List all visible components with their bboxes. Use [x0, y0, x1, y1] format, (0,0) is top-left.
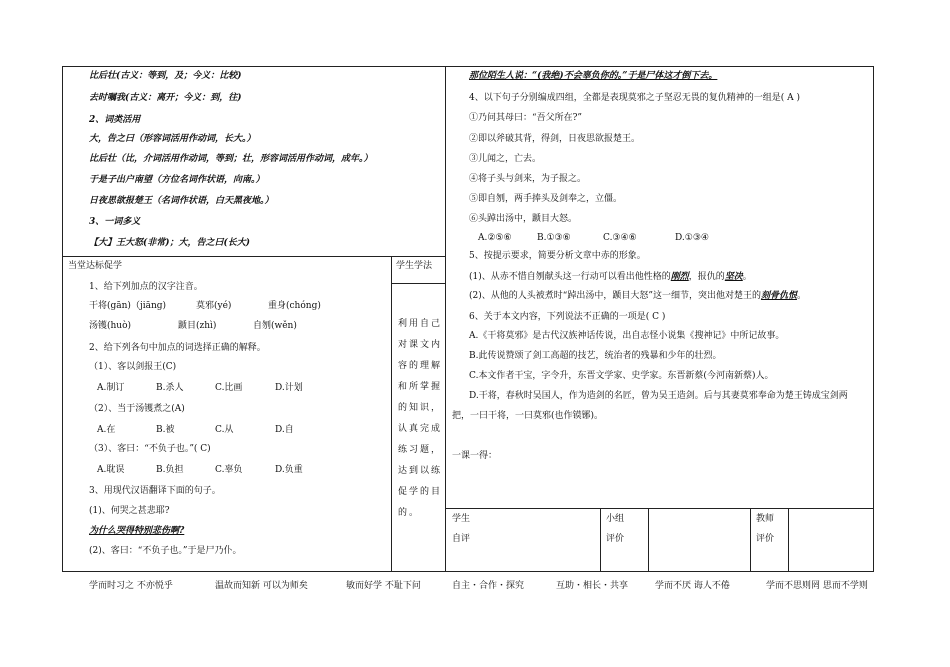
method-column-divider	[391, 256, 392, 572]
q4-opt: B.①③⑥	[537, 233, 571, 243]
frame-top	[62, 66, 874, 67]
q2-3: （3）、客曰：“不负子也。”( C)	[89, 444, 211, 454]
q5-2	[469, 290, 806, 302]
note-line-8: 3、一词多义	[89, 217, 141, 227]
q5-1-text-b: ，报仇的	[688, 272, 725, 282]
q6-option-c: C.本文作者干宝，字令升，东晋文学家、史学家。东晋新蔡(今河南新蔡)人。	[469, 371, 774, 381]
q4-item: ①乃问其母曰：“吾父所在?”	[469, 113, 583, 123]
note-line-2: 去时嘱我(古义：离开；今义：到，往)	[89, 93, 242, 103]
q3-title: 3、用现代汉语翻译下面的句子。	[89, 486, 221, 496]
q4-opt: C.③④⑥	[603, 233, 637, 243]
eval-sep-3	[750, 508, 751, 572]
q1-item: 自刎(wěn)	[253, 321, 297, 331]
footer-motto: 敏而好学 不耻下问	[346, 581, 421, 591]
q2-2-opt: B.被	[156, 425, 175, 435]
q2-3-opt: A.耽误	[97, 465, 125, 475]
eval-teacher-label-1: 教师	[756, 514, 775, 524]
eval-sep-1	[600, 508, 601, 572]
method-text: 利用自己对课文内容的理解和所掌握的知识，认真完成练习题，达到以练促学的目的。	[398, 319, 443, 518]
q6-option-d-line2: 把，一曰干将，一曰莫邪(也作镆铘)。	[452, 411, 604, 421]
q3-2: (2)、客曰：“不负子也。”于是尸乃仆。	[89, 546, 242, 556]
q5-1-text-a: (1)、从赤不惜自刎献头这一行动可以看出他性格的	[469, 272, 671, 282]
footer-motto: 学而时习之 不亦悦乎	[89, 581, 173, 591]
footer-motto: 互助・相长・共享	[556, 581, 629, 591]
q2-title: 2、给下列各句中加点的词选择正确的解释。	[89, 343, 266, 353]
eval-group-label-2: 评价	[606, 534, 625, 544]
eval-sep-4	[788, 508, 789, 572]
note-line-5: 比后壮（比，介词活用作动词，等到；壮，形容词活用作动词，成年。）	[89, 154, 373, 164]
q5-2-key: 刻骨仇恨	[760, 291, 797, 301]
q2-1-opt: B.杀人	[156, 383, 184, 393]
q2-2-opt: D.自	[275, 425, 294, 435]
q5-1-key-1: 刚烈	[670, 272, 689, 282]
footer-motto: 学而不厌 诲人不倦	[655, 581, 730, 591]
note-line-1: 比后壮(古义：等到，及；今义：比较)	[89, 71, 242, 81]
q2-3-opt: D.负重	[275, 465, 303, 475]
q2-1-opt: D.计划	[275, 383, 303, 393]
eval-student-label-1: 学生	[452, 514, 471, 524]
q3-1-answer: 为什么哭得特别悲伤啊?	[89, 526, 185, 536]
q1-item: 莫邪(yé)	[196, 301, 232, 311]
eval-top-line	[445, 508, 874, 509]
center-divider	[445, 66, 446, 572]
q4-item: ③儿闻之，亡去。	[469, 154, 542, 164]
q3-1: (1)、何哭之甚悲耶?	[89, 506, 170, 516]
practice-header: 当堂达标促学	[68, 261, 123, 271]
footer-motto: 学而不思则罔 思而不学则	[766, 581, 868, 591]
eval-student-label-2: 自评	[452, 534, 471, 544]
q2-2-opt: C.从	[215, 425, 234, 435]
q5-1-text-c: 。	[742, 272, 752, 282]
frame-right	[873, 66, 874, 572]
note-line-3: 2、词类活用	[89, 115, 141, 125]
q4-title: 4、以下句子分别编成四组，全都是表现莫邪之子坚忍无畏的复仇精神的一组是( A )	[469, 93, 800, 103]
q6-option-b: B.此传说赞颂了剑工高超的技艺，统治者的残暴和少年的壮烈。	[469, 351, 722, 361]
q5-1	[469, 271, 752, 283]
q5-title: 5、按提示要求，简要分析文章中赤的形象。	[469, 251, 646, 261]
q4-opt: A.②⑤⑥	[478, 233, 512, 243]
left-section-divider	[62, 256, 446, 257]
q1-title: 1、给下列加点的汉字注音。	[89, 282, 203, 292]
note-line-6: 于是子出户南望（方位名词作状语，向南。）	[89, 175, 265, 185]
q4-item: ②即以斧破其背，得剑，日夜思欲报楚王。	[469, 134, 641, 144]
frame-left	[62, 66, 63, 572]
q4-item: ⑥头踔出汤中，踬目大怒。	[469, 214, 578, 224]
q4-item: ④将子头与剑来，为子报之。	[469, 174, 587, 184]
top-answer: 那位陌生人说：“(我绝)不会辜负你的。”于是尸体这才倒下去。	[469, 71, 718, 81]
frame-bottom	[62, 571, 874, 572]
q2-1: （1）、客以剑报王(C)	[89, 362, 177, 372]
q5-2-text-a: (2)、从他的人头被煮时“踔出汤中，踬目大怒”这一细节，突出他对楚王的	[469, 291, 761, 301]
note-line-9: 【大】王大怒(非常)；大，告之曰(长大)	[89, 238, 251, 248]
q2-3-opt: C.辜负	[215, 465, 243, 475]
q2-2-opt: A.在	[97, 425, 116, 435]
q1-item: 干将(gān)（jiāng)	[89, 301, 167, 311]
q1-item: 汤镬(huò)	[89, 321, 132, 331]
q5-1-key-2: 坚决	[724, 272, 743, 282]
q1-item: 重身(chóng)	[268, 301, 321, 311]
q6-option-d-line1: D.干将，春秋时吴国人，作为造剑的名匠，曾为吴王造剑。后与其妻莫邪奉命为楚王铸成宝剑两	[469, 391, 848, 401]
q5-2-text-c: 。	[796, 291, 806, 301]
note-line-4: 大，告之曰（形容词活用作动词，长大。）	[89, 134, 256, 144]
note-line-7: 日夜思欲报楚王（名词作状语，白天黑夜地。）	[89, 196, 274, 206]
q2-2: （2）、当于汤镬煮之(A)	[89, 404, 185, 414]
footer-motto: 温故而知新 可以为师矣	[215, 581, 308, 591]
reflection-label: 一课一得：	[452, 451, 498, 461]
q2-1-opt: A.制订	[97, 383, 125, 393]
q4-item: ⑤即自刎，两手捧头及剑奉之，立僵。	[469, 194, 623, 204]
q4-opt: D.①③④	[675, 233, 709, 243]
eval-sep-2	[648, 508, 649, 572]
footer-motto: 自主・合作・探究	[452, 581, 525, 591]
method-header-underline	[392, 283, 446, 284]
q2-3-opt: B.负担	[156, 465, 184, 475]
eval-group-label-1: 小组	[606, 514, 625, 524]
q1-item: 踬目(zhì)	[178, 321, 217, 331]
eval-teacher-label-2: 评价	[756, 534, 775, 544]
q6-option-a: A.《干将莫邪》是古代汉族神话传说，出自志怪小说集《搜神记》中所记故事。	[469, 331, 785, 341]
method-header: 学生学法	[396, 261, 433, 271]
q6-title: 6、关于本文内容，下列说法不正确的一项是( C )	[469, 312, 666, 322]
q2-1-opt: C.比画	[215, 383, 243, 393]
